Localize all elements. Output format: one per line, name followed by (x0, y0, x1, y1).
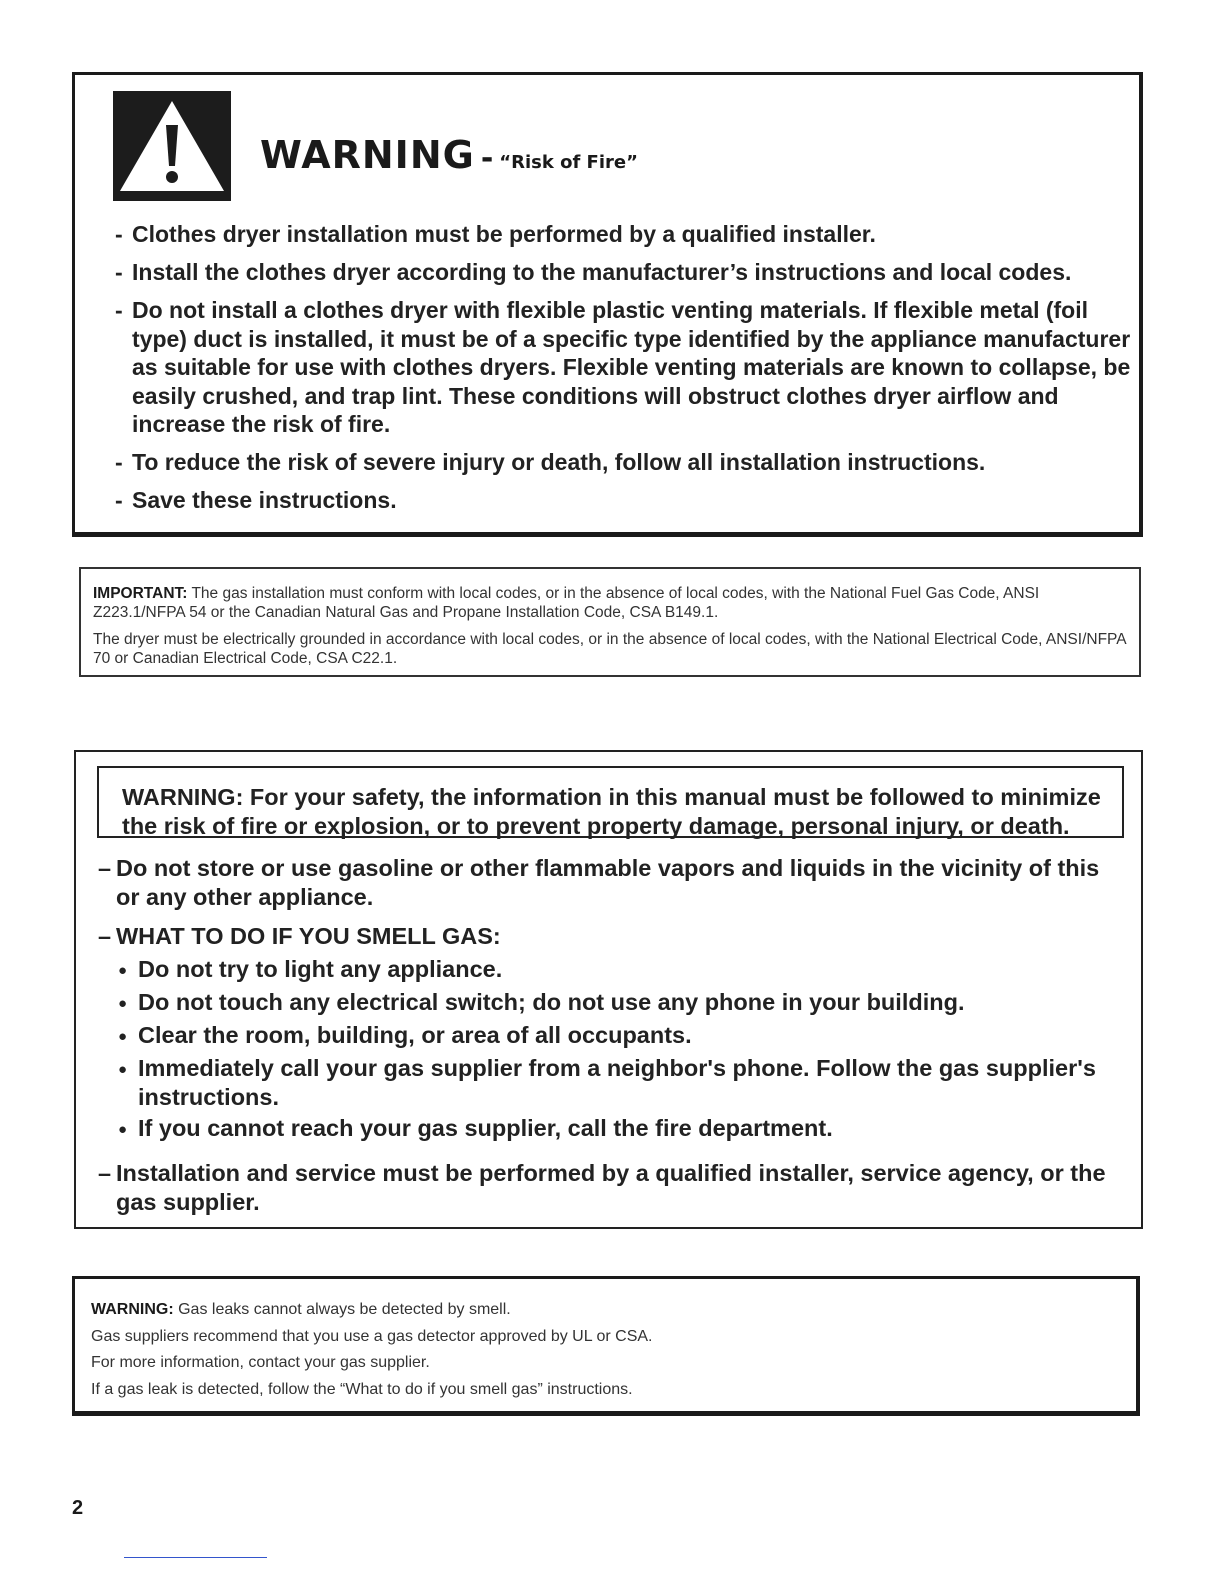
bullet-item: ● Do not touch any electrical switch; do not use any phone in your building. (118, 988, 1128, 1019)
gas-leak-line: Gas suppliers recommend that you use a gas detector approved by UL or CSA. (91, 1327, 653, 1345)
warning-title: WARNING (260, 133, 475, 177)
gas-leak-line: If a gas leak is detected, follow the “What to do if you smell gas” instructions. (91, 1380, 633, 1398)
bullet-item: ● Do not try to light any appliance. (118, 955, 1128, 986)
risk-of-fire-list (115, 220, 1135, 524)
gas-leak-warning-box (72, 1276, 1140, 1416)
list-item: - Save these instructions. (115, 487, 397, 513)
smell-gas-steps (118, 955, 1128, 1145)
gas-leak-line: For more information, contact your gas supplier. (91, 1354, 430, 1371)
bullet-item: ● Clear the room, building, or area of all occupants. (118, 1021, 1128, 1052)
warning-label: WARNING: (91, 1301, 174, 1318)
list-item: - Clothes dryer installation must be performed by a qualified installer. (115, 221, 876, 247)
important-notice-box (79, 567, 1141, 677)
important-paragraph-electrical: The dryer must be electrically grounded in accordance with local codes, or in the absence of local codes, with the National Electrical Code, ANSI/NFPA 70 or Canadian Electrical Code, CSA C22.1. (93, 631, 1126, 667)
list-item: - Do not install a clothes dryer with flexible plastic venting materials. If flexible metal (foil type) duct is installed, it must be of a specific type identified by the appliance manufacturer as suitable for use with clothes dryers. Flexible venting materials are known to collapse, be easily crushed, and trap lint. These conditions will obstruct clothes dryer airflow and increase the risk of fire. (115, 297, 1131, 437)
page-number: 2 (72, 1497, 84, 1519)
bullet-item: ● If you cannot reach your gas supplier, call the fire department. (118, 1114, 1128, 1145)
list-item: - To reduce the risk of severe injury or death, follow all installation instructions. (115, 449, 986, 475)
bullet-dot-icon: ● (118, 1028, 128, 1045)
footer-rule (124, 1557, 267, 1558)
important-paragraph-gas: IMPORTANT: The gas installation must conform with local codes, or in the absence of local codes, with the National Fuel Gas Code, ANSI Z223.1/NFPA 54 or the Canadian Natural Gas and Propane Installation Code, CSA B149.1. (93, 585, 1040, 621)
bullet-dot-icon: ● (118, 1121, 128, 1138)
gas-safety-list (98, 854, 1128, 1227)
warning-subtitle: “Risk of Fire” (499, 152, 638, 173)
risk-of-fire-heading (260, 133, 638, 177)
gas-safety-box (74, 750, 1143, 1229)
list-item: - Install the clothes dryer according to the manufacturer’s instructions and local codes. (115, 259, 1072, 285)
bullet-dot-icon: ● (118, 962, 128, 979)
bullet-dot-icon: ● (118, 1061, 128, 1078)
list-item: – Installation and service must be performed by a qualified installer, service agency, or the gas supplier. (98, 1160, 1106, 1215)
warning-triangle-icon (113, 91, 231, 201)
gas-leak-line: WARNING: Gas leaks cannot always be detected by smell. (91, 1301, 511, 1318)
bullet-item: ● Immediately call your gas supplier from a neighbor's phone. Follow the gas supplier's instructions. (118, 1055, 1096, 1110)
list-item: – WHAT TO DO IF YOU SMELL GAS: (98, 923, 501, 949)
list-item: – Do not store or use gasoline or other flammable vapors and liquids in the vicinity of this or any other appliance. (98, 855, 1100, 910)
risk-of-fire-warning-box (72, 72, 1143, 537)
safety-warning-banner: WARNING: For your safety, the information in this manual must be followed to minimize the risk of fire or explosion, or to prevent property damage, personal injury, or death. (97, 766, 1124, 838)
heading-separator: - (480, 141, 494, 176)
important-label: IMPORTANT: (93, 585, 188, 602)
bullet-dot-icon: ● (118, 995, 128, 1012)
